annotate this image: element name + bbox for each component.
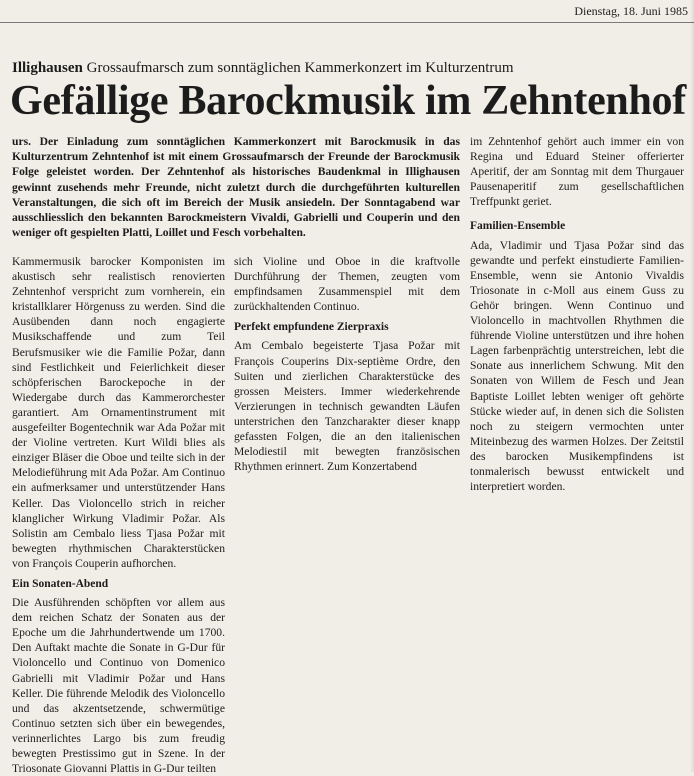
subheading-zierpraxis: Perfekt empfundene Zierpraxis bbox=[234, 321, 389, 334]
column-2-paragraph-2: Am Cembalo begeisterte Tjasa Požar mit François Couperins Dix-septième Ordre, den Suiten und zierlichen Charakterstücke des grossen Meisters. Immer wiederkehrende Verzierungen in technisch gewandten Läufen unterstrichen den Tanzcharakter dieser knapp gefassten Folgen, die an den italienischen Melodiestil mit bewegten französischen Rhythmen erinnert. Zum Konzertabend bbox=[234, 339, 460, 474]
kicker-place: Illighausen bbox=[12, 60, 83, 76]
column-3-paragraph-1: im Zehntenhof gehört auch immer ein von Regina und Eduard Steiner offerierter Aperitif, der am Sonntag mit dem Thurgauer Pausenaperitif zum gesellschaftlichen Treffpunkt geriet. bbox=[470, 135, 684, 209]
column-3-paragraph-2: Ada, Vladimir und Tjasa Požar sind das gewandte und perfekt einstudierte Familien-Ensemble, wenn sie Antonio Vivaldis Triosonate in c-Moll aus einem Guss zu Gehör bringen. Wenn Continuo und Violoncello in machtvollen Rhythmen die führende Violine unterstützen und ihre hohen Lagen farbenprächtig unterstreichen, lebt die Sonate aus innerlichem Schwung. Mit den Sonaten von Willem de Fesch und Jean Baptiste Loillet lebten weniger oft gehörte Stücke wieder auf, in denen sich die Solisten noch zu steigern vermochten unter Miteinbezug des warmen Holzes. Der Zeitstil des barocken Musikempfindens ist tonmalerisch bewusst entwickelt und interpretiert worden. bbox=[470, 238, 684, 494]
subheading-sonaten-abend: Ein Sonaten-Abend bbox=[12, 577, 109, 590]
paper-edge-shadow bbox=[690, 0, 694, 772]
column-1-paragraph-1: Kammermusik barocker Komponisten im akustisch sehr realistisch renovierten Zehntenhof verspricht zum vornherein, ein kristallklarer Hörgenuss zu werden. Sind die Ausübenden dann noch engagierte Musikschaffende und zum Teil Berufsmusiker wie die Familie Požar, dann sind Festlichkeit und Feierlichkeit dieser schöpferischen Barockepoche in der Wiedergabe durch das Kammerorchester garantiert. Am Ornamentinstrument mit ausgefeilter Bogentechnik war Ada Požar mit der Violine vertreten. Kurt Wildi blies als einziger Bläser die Oboe und teilte sich in der Melodieführung mit Ada Požar. Am Continuo ein aufmerksamer und unterstützender Hans Keller. Das Violoncello strich in reicher klanglicher Wirkung Vladimir Požar. Als Solistin am Cembalo liess Tjasa Požar mit bewegten rhythmischen Charakterstücken von François Couperin aufhorchen. bbox=[12, 255, 225, 570]
subheading-familien-ensemble: Familien-Ensemble bbox=[470, 220, 566, 233]
column-1-paragraph-2: Die Ausführenden schöpften vor allem aus dem reichen Schatz der Sonaten aus der Epoche um die Jahrhundertwende um 1700. Den Auftakt machte die Sonate in G-Dur für Violoncello und Continuo von Domenico Gabrielli mit Vladimir Požar und Hans Keller. Die führende Melodik des Violoncello und das akzentsetzende, schwermütige Continuo setzten sich über ein bewegendes, verinnerlichtes Largo bis zum freudig bewegten Prestissimo gut in Szene. In der Triosonate Giovanni Plattis in G-Dur teilten bbox=[12, 596, 225, 776]
kicker bbox=[12, 60, 514, 77]
article-column-2 bbox=[234, 254, 460, 474]
dateline: Dienstag, 18. Juni 1985 bbox=[574, 4, 688, 18]
column-2-paragraph-1: sich Violine und Oboe in die kraftvolle Durchführung der Themen, zeugten vom empfindsamen Zusammenspiel mit dem zurückhaltenden Continuo. bbox=[234, 255, 460, 314]
article-column-3 bbox=[470, 134, 684, 494]
kicker-text: Grossaufmarsch zum sonntäglichen Kammerkonzert im Kulturzentrum bbox=[86, 60, 514, 76]
article-column-1 bbox=[12, 254, 225, 776]
header-rule bbox=[0, 22, 694, 23]
headline: Gefällige Barockmusik im Zehntenhof bbox=[10, 78, 686, 124]
lead-paragraph: urs. Der Einladung zum sonntäglichen Kammerkonzert mit Barockmusik in das Kulturzentrum Zehntenhof ist mit einem Grossaufmarsch der Freunde der Barockmusik Folge geleistet worden. Der Zehntenhof als historisches Baudenkmal in Illighausen gewinnt zusehends mehr Freunde, nicht zuletzt durch die durchgeführten kulturellen Veranstaltungen, die sich oft im Bereich der Musik ansiedeln. Der Sonntagabend war ausschliesslich den bekannten Barockmeistern Vivaldi, Gabrielli und Couperin und den weniger oft gespielten Platti, Loillet und Fesch vorbehalten. bbox=[12, 135, 460, 240]
